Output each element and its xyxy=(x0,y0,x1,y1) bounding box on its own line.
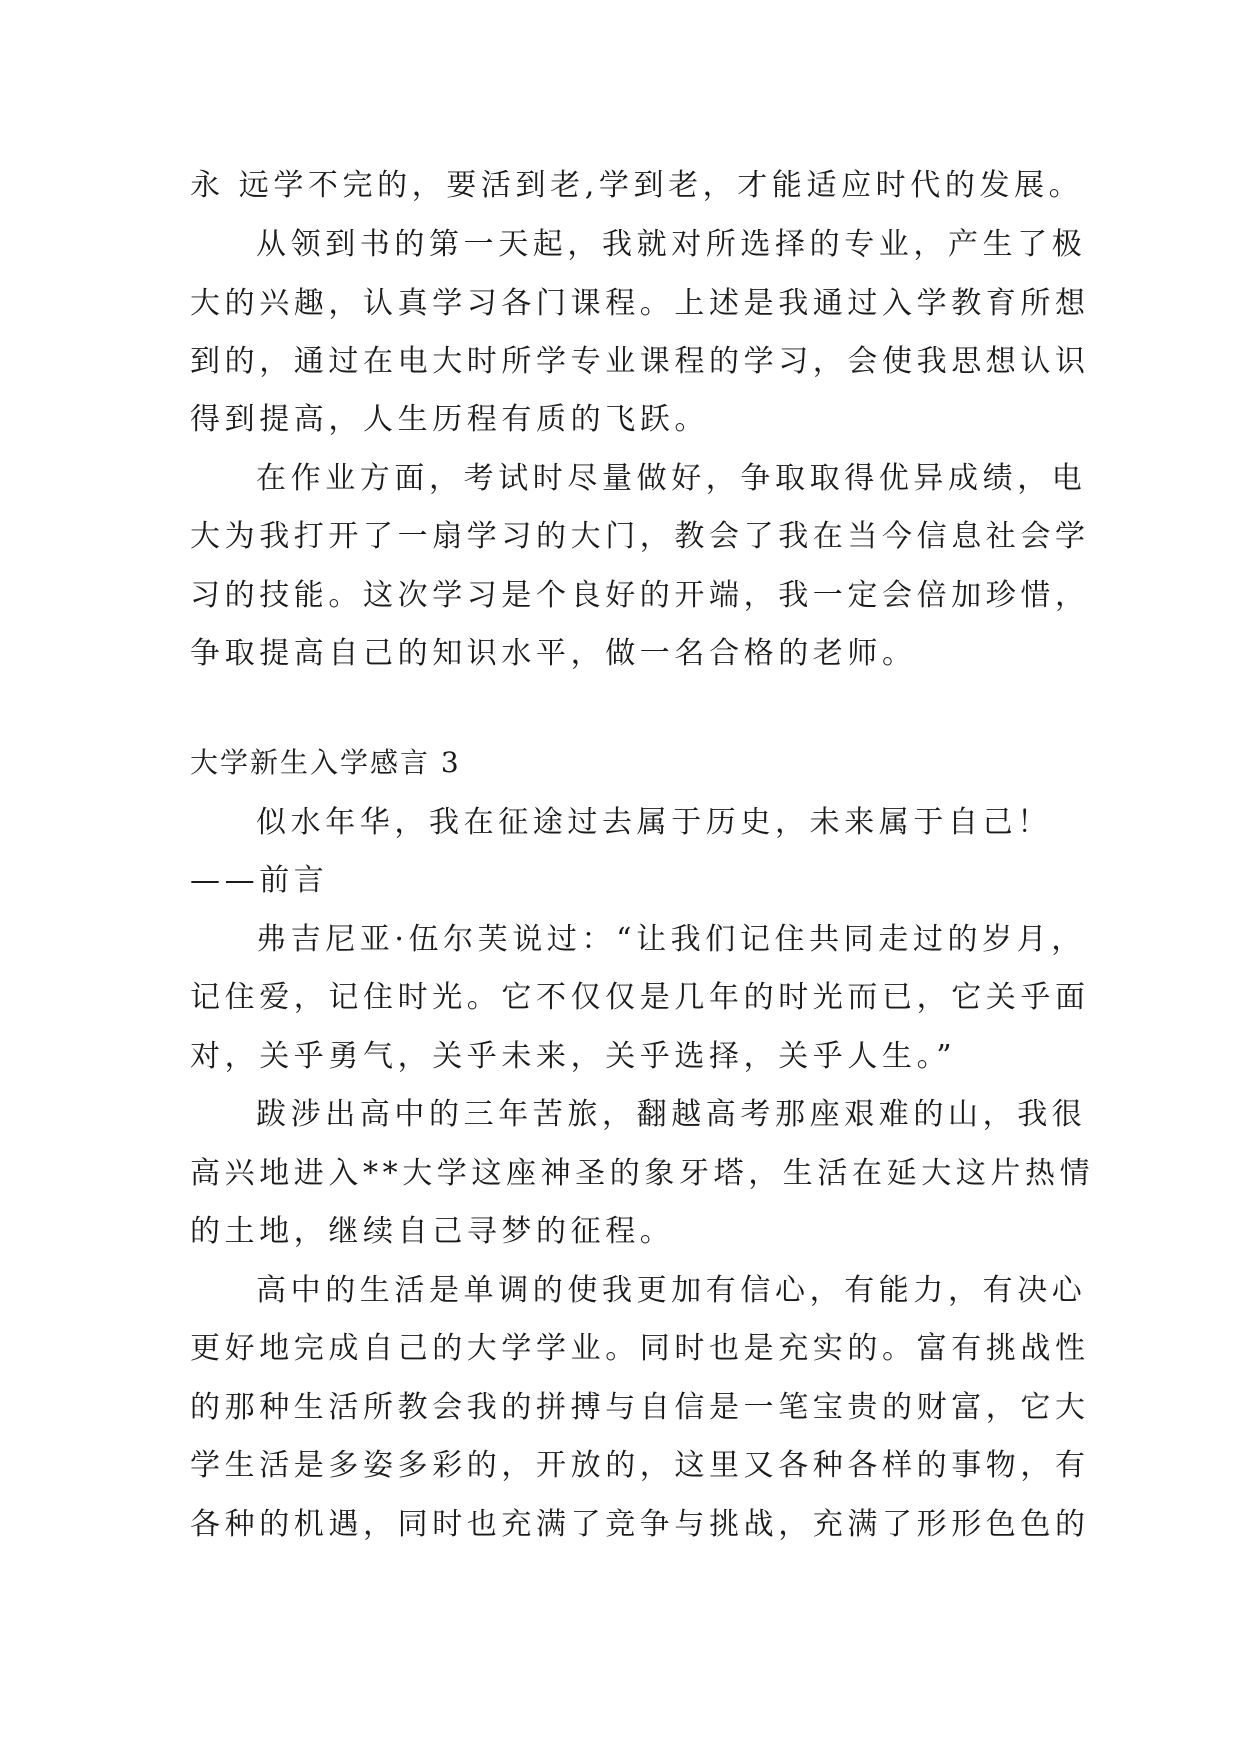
section-heading: 大学新生入学感言 3 xyxy=(190,746,461,779)
text-line: 得到提高，人生历程有质的飞跃。 xyxy=(190,402,709,437)
text-line: ——前言 xyxy=(190,863,329,898)
text-line: 到的，通过在电大时所学专业课程的学习，会使我思想认识 xyxy=(190,344,1090,379)
paragraph-start-line: 跋涉出高中的三年苦旅，翻越高考那座艰难的山，我很 xyxy=(256,1097,1087,1132)
text-line: 学生活是多姿多彩的，开放的，这里又各种各样的事物，有 xyxy=(190,1448,1090,1483)
paragraph-start-line: 在作业方面，考试时尽量做好，争取取得优异成绩，电 xyxy=(256,461,1087,496)
paragraph-start-line: 弗吉尼亚·伍尔芙说过：“让我们记住共同走过的岁月， xyxy=(256,922,1086,957)
paragraph-start-line: 从领到书的第一天起，我就对所选择的专业，产生了极 xyxy=(256,227,1087,262)
text-line: 记住爱，记住时光。它不仅仅是几年的时光而已，它关乎面 xyxy=(190,980,1090,1015)
text-line: 高兴地进入**大学这座神圣的象牙塔，生活在延大这片热情 xyxy=(190,1156,1095,1191)
text-line: 的土地，继续自己寻梦的征程。 xyxy=(190,1214,675,1249)
text-line: 的那种生活所教会我的拼搏与自信是一笔宝贵的财富，它大 xyxy=(190,1390,1090,1425)
paragraph-start-line: 似水年华，我在征途过去属于历史，未来属于自己！ xyxy=(256,805,1052,840)
text-line: 对，关乎勇气，关乎未来，关乎选择，关乎人生。” xyxy=(190,1039,957,1074)
text-line: 争取提高自己的知识水平，做一名合格的老师。 xyxy=(190,636,917,671)
text-line: 永 远学不完的，要活到老,学到老，才能适应时代的发展。 xyxy=(190,168,1084,203)
text-line: 习的技能。这次学习是个良好的开端，我一定会倍加珍惜， xyxy=(190,578,1090,613)
text-line: 各种的机遇，同时也充满了竞争与挑战，充满了形形色色的 xyxy=(190,1507,1090,1542)
text-line: 更好地完成自己的大学学业。同时也是充实的。富有挑战性 xyxy=(190,1331,1090,1366)
text-line: 大的兴趣，认真学习各门课程。上述是我通过入学教育所想 xyxy=(190,286,1090,321)
text-line: 大为我打开了一扇学习的大门，教会了我在当今信息社会学 xyxy=(190,519,1090,554)
paragraph-start-line: 高中的生活是单调的使我更加有信心，有能力，有决心 xyxy=(256,1273,1087,1308)
